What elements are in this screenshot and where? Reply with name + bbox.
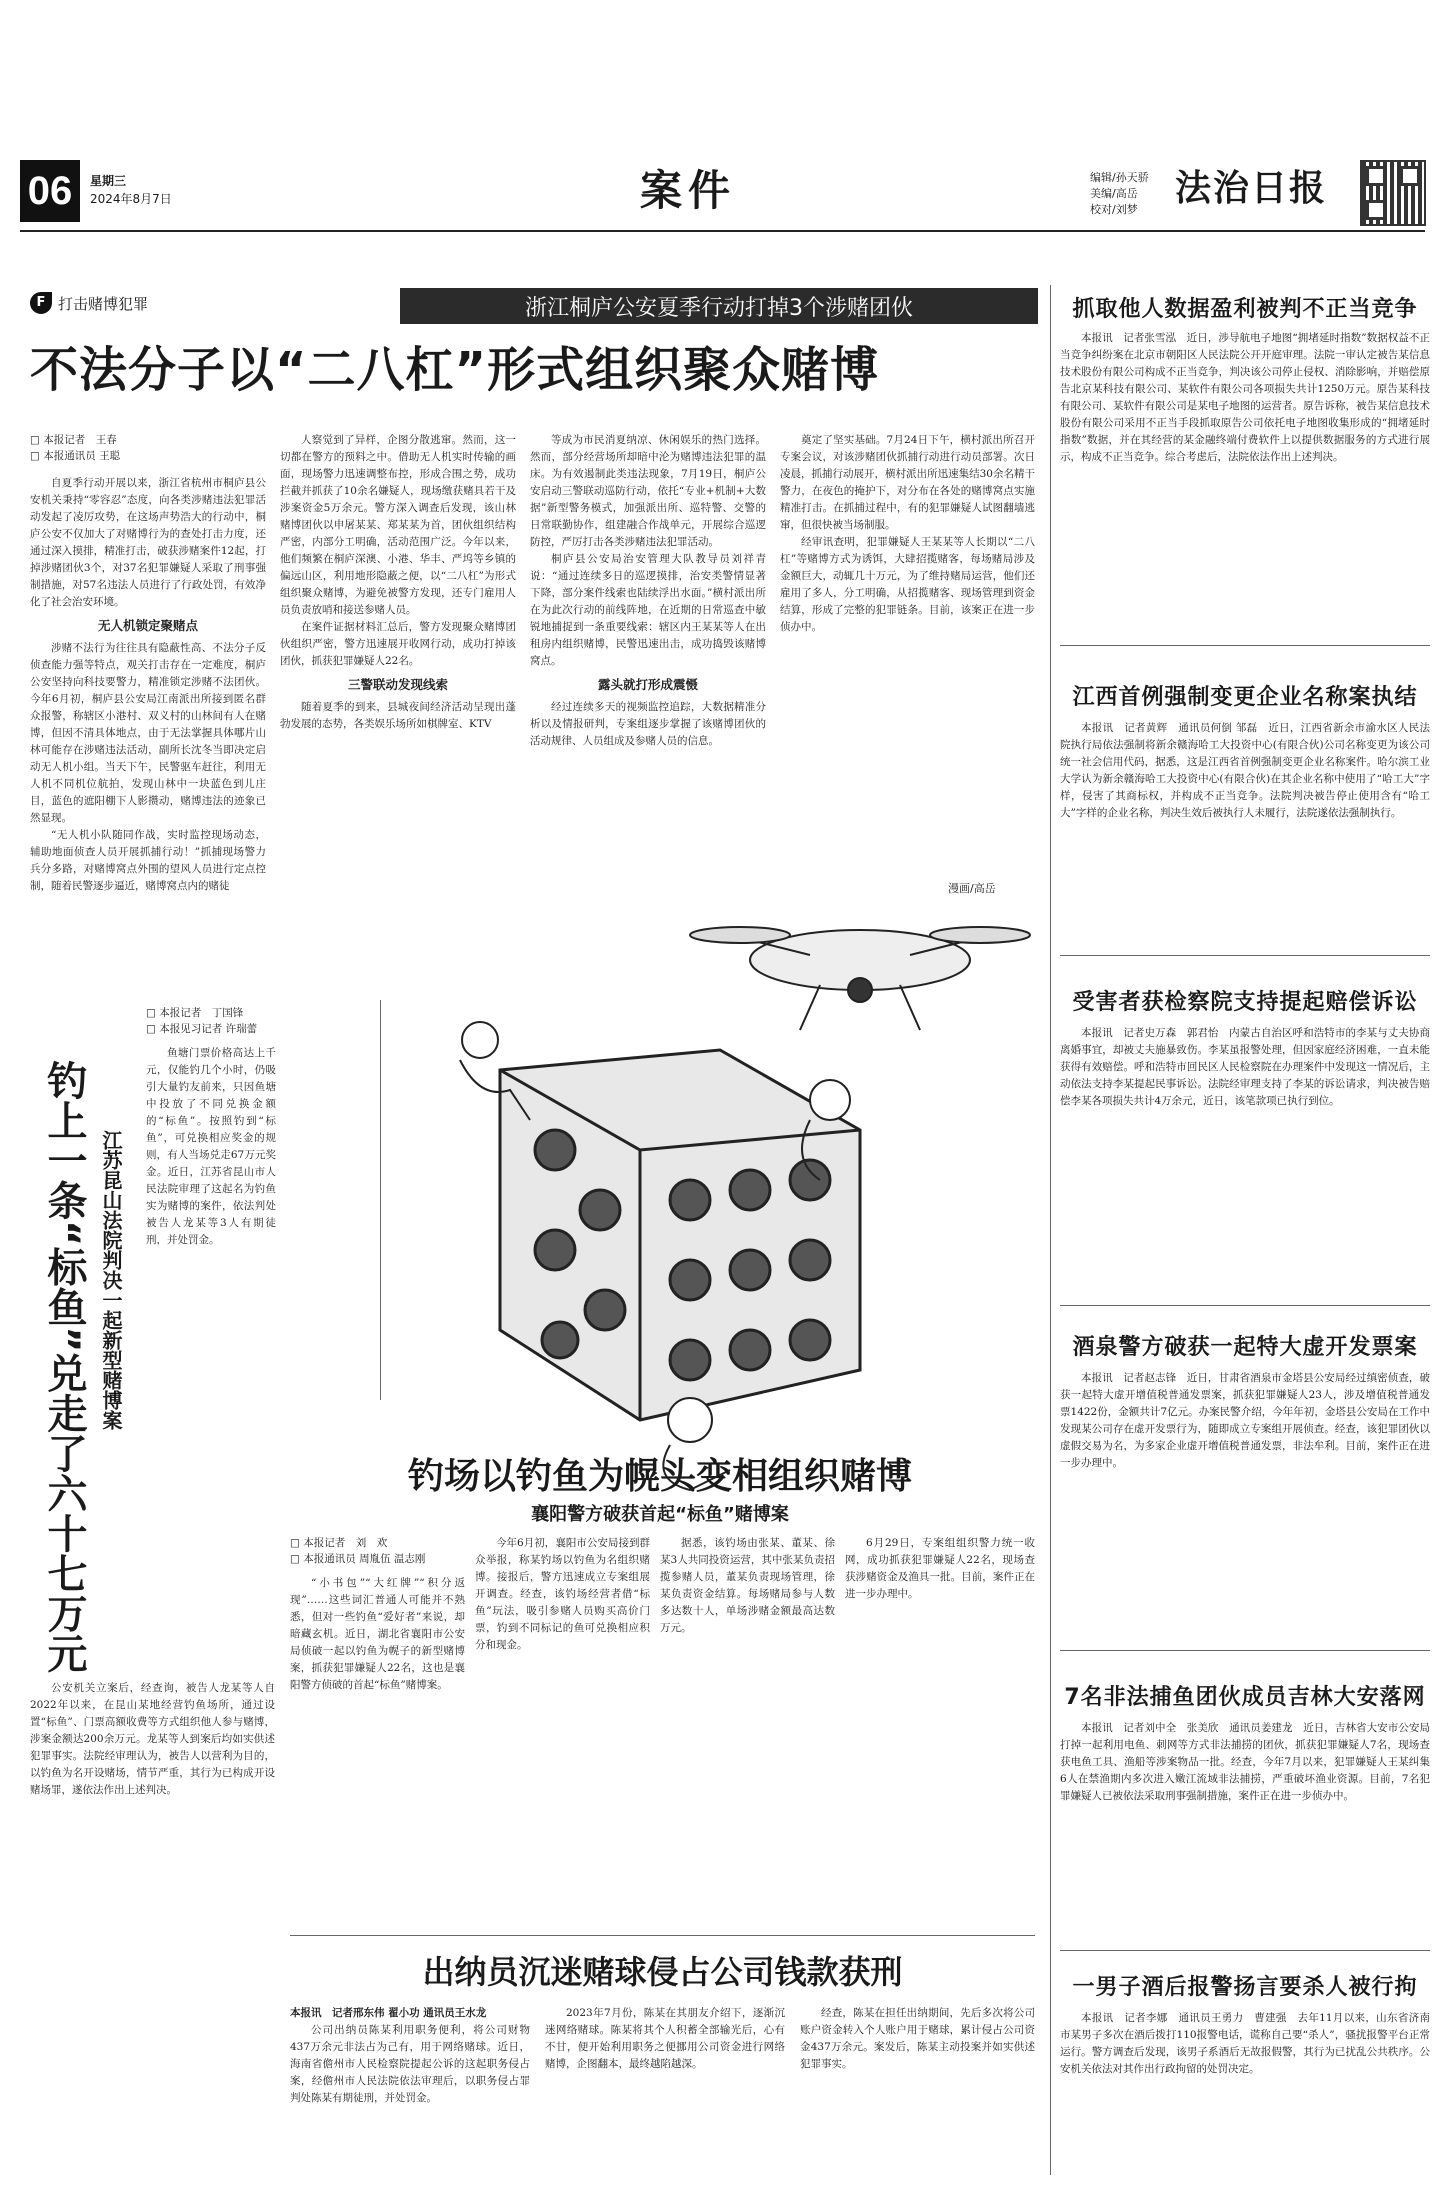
qr-code-icon: [1360, 160, 1426, 226]
right3-headline: 受害者获检察院支持提起赔偿诉讼: [1072, 990, 1418, 1015]
flag-icon: F: [30, 292, 52, 314]
paragraph: 公安机关立案后，经查询，被告人龙某等人自2022年以来，在昆山某地经营钓鱼场所，通过设置“标鱼”、门票高额收费等方式组织他人参与赌博，涉案金额达200余万元。龙某等人到案后均如实供述犯罪事实。法院经审理认为，被告人以营利为目的，以钓鱼为名开设赌场，情节严重，其行为已构成开设赌场罪，遂依法作出上述判决。: [30, 1682, 275, 1796]
column-tag-label: 打击赌博犯罪: [58, 294, 149, 313]
story3-col2: [475, 1535, 650, 1925]
paragraph: 等成为市民消夏纳凉、休闲娱乐的热门选择。然而，部分经营场所却暗中沦为赌博违法犯罪的温床。为有效遏制此类违法现象，7月19日，桐庐公安启动三警联动巡防行动，依托“专业+机制+大数据”新型警务模式，加强派出所、巡特警、交警的日常联勤协作，组建融合作战单元，开展综合巡逻防控，严厉打击各类涉赌违法犯罪活动。: [530, 434, 766, 548]
right6-headline: 一男子酒后报警扬言要杀人被行拘: [1072, 1975, 1418, 2000]
right4-body: [1060, 1370, 1430, 1640]
paragraph: 自夏季行动开展以来，浙江省杭州市桐庐县公安机关秉持“零容忍”态度，向各类涉赌违法犯罪活动发起了凌厉攻势，在这场声势浩大的行动中，桐庐公安不仅加大了对赌博行为的查处打击力度，还通过深入摸排，精准打击，破获涉赌案件12起，打掉涉赌团伙3个，对37名犯罪嫌疑人采取了刑事强制措施，对57名违法人员进行了行政处罚，有效净化了社会治安环境。: [30, 477, 266, 608]
story3-bylines: [290, 1535, 425, 1567]
paragraph: 今年6月初，襄阳市公安局接到群众举报，称某钓场以钓鱼为名组织赌博。接报后，警方迅速成立专案组展开调查。经查，该钓场经营者借“标鱼”玩法，吸引参赌人员购买高价门票，钓到不同标记的鱼可兑换相应积分和现金。: [475, 1537, 650, 1651]
story4-col2: [545, 2005, 785, 2175]
right5-body: [1060, 1720, 1430, 1940]
byline-correspondents: □ 本报通讯员 周胤伍 温志刚: [290, 1553, 426, 1565]
divider: [1060, 645, 1430, 646]
drone-icon: [690, 927, 1030, 1030]
story2-col-narrow: [146, 1045, 276, 1605]
story3-col3: [660, 1535, 835, 1925]
paragraph: 经审讯查明，犯罪嫌疑人王某某等人长期以“二八杠”等赌博方式为诱饵，大肆招揽赌客，每场赌局涉及金额巨大，动辄几十万元，为了维持赌局运营，他们还雇用了多人，分工明确，从招揽赌客、现场管理到资金结算，形成了完整的犯罪链条。目前，该案正在进一步侦办中。: [780, 536, 1035, 633]
right3-body: [1060, 1025, 1430, 1295]
paragraph: 本报讯 记者刘中全 张美欣 通讯员姜建龙 近日，吉林省大安市公安局打掉一起利用电鱼、刺网等方式非法捕捞的团伙，抓获犯罪嫌疑人7名，现场查获电鱼工具、渔船等涉案物品一批。经查，今年7月以来，犯罪嫌疑人王某纠集6人在禁渔期内多次进入嫩江流域非法捕捞，严重破坏渔业资源。目前，7名犯罪嫌疑人已被依法采取刑事强制措施，案件正在进一步侦办中。: [1060, 1722, 1430, 1802]
divider: [290, 1935, 1035, 1936]
right2-body: [1060, 720, 1430, 945]
byline-trainee: □ 本报见习记者 许瑞蕾: [146, 1023, 258, 1035]
paragraph: 本报讯 记者史万森 郭君怡 内蒙古自治区呼和浩特市的李某与丈夫协商离婚事宜，却被丈夫施暴致伤。李某虽报警处理，但因家庭经济困难，一直未能获得有效赔偿。呼和浩特市回民区人民检察院在办理案件中发现这一情况后，主动依法支持李某提起民事诉讼。法院经审理支持了李某的诉讼请求，判决被告赔偿李某各项损失共计4万余元，近日，该笔款项已执行到位。: [1060, 1027, 1430, 1107]
paragraph: 6月29日，专案组组织警力统一收网，成功抓获犯罪嫌疑人22名，现场查获涉赌资金及渔具一批。目前，案件正在进一步办理中。: [845, 1537, 1035, 1600]
right4-headline: 酒泉警方破获一起特大虚开发票案: [1072, 1335, 1418, 1360]
story1-col1: [30, 475, 266, 995]
story1-col4: [780, 432, 1035, 872]
story4-byline: 本报讯 记者邢东伟 翟小功 通讯员王水龙: [290, 2007, 487, 2019]
paragraph: 公司出纳员陈某利用职务便利，将公司财物437万余元非法占为己有，用于网络赌球。近日，海南省儋州市人民检察院提起公诉的这起职务侵占案，经儋州市人民法院依法审理后，以职务侵占罪判处陈某有期徒刑，并处罚金。: [290, 2024, 530, 2104]
paragraph: 桐庐县公安局治安管理大队教导员刘祥青说：“通过连续多日的巡逻摸排，治安类警情显著下降，部分案件线索也陆续浮出水面。”横村派出所在为此次行动的前线阵地，在近期的日常巡查中敏锐地捕捉到一条重要线索：辖区内王某某等人在出租房内组织赌博，民警迅速出击，成功捣毁该赌博窝点。: [530, 553, 766, 667]
subhead: 露头就打形成震慑: [597, 677, 698, 692]
issue-date: 2024年8月7日: [90, 192, 172, 206]
cartoon-credit: 漫画/高岳: [948, 882, 996, 895]
paragraph: 本报讯 记者张雪泓 近日，涉导航电子地图“拥堵延时指数”数据权益不正当竞争纠纷案在北京市朝阳区人民法院公开开庭审理。法院一审认定被告某信息技术股份有限公司构成不正当竞争，判决该公司停止侵权、消除影响，并赔偿原告北京某科技有限公司、某软件有限公司各项损失共计1250万元。原告某科技有限公司、某软件有限公司是某电子地图的运营者。原告诉称，被告某信息技术股份有限公司采用不正当手段抓取原告公司依托电子地图收集形成的“拥堵延时指数”数据，并在其经营的某金融终端付费软件上以提供数据服务的方式进行展示，构成不正当竞争。综合考虑后，法院依法作出上述判决。: [1060, 332, 1430, 463]
story2-bylines: [146, 1005, 257, 1037]
story3-col4: [845, 1535, 1035, 1925]
story3-headline: 钓场以钓鱼为幌头变相组织赌博: [407, 1456, 912, 1497]
story2-headline: 钓上一条“标鱼”兑走了六十七万元: [41, 1060, 87, 1673]
story2-subheadline: 江苏昆山法院判决一起新型赌博案: [99, 1130, 123, 1430]
subhead: 无人机锁定聚赌点: [97, 618, 198, 633]
story1-headline: 不法分子以“二八杠”形式组织聚众赌博: [30, 342, 880, 398]
proofreader: 校对/刘梦: [1090, 203, 1138, 216]
right5-headline: 7名非法捕鱼团伙成员吉林大安落网: [1064, 1685, 1426, 1710]
byline-correspondent: □ 本报通讯员 王聪: [30, 450, 121, 462]
right6-body: [1060, 2010, 1430, 2175]
byline-reporter: □ 本报记者 王春: [30, 434, 117, 446]
story2-col-wide: [30, 1680, 275, 2100]
story1-bylines: [30, 432, 120, 464]
page-number: 06: [20, 160, 80, 222]
story4-col3: [800, 2005, 1035, 2175]
byline-reporter: □ 本报记者 刘 欢: [290, 1537, 388, 1549]
section-title: 案件: [640, 166, 737, 215]
column-tag: [30, 292, 148, 314]
paragraph: 在案件证据材料汇总后，警方发现聚众赌博团伙组织严密，警方迅速展开收网行动，成功打掉该团伙，抓获犯罪嫌疑人22名。: [280, 621, 516, 667]
paragraph: 人察觉到了异样，企图分散逃窜。然而，这一切都在警方的预料之中。借助无人机实时传输的画面，现场警力迅速调整布控，形成合围之势，成功拦截并抓获了10余名嫌疑人，现场缴获赌具若干及涉案资金5万余元。警方深入调查后发现，该山林赌博团伙以申屠某某、郑某某为首，团伙组织结构严密，内部分工明确，活动范围广泛。今年以来，他们频繁在桐庐深澳、小港、华丰、严坞等乡镇的偏远山区，利用地形隐蔽之便，以“二八杠”为形式组织聚众赌博，为避免被警方发现，还专门雇用人员负责放哨和接送参赌人员。: [280, 434, 516, 616]
paragraph: 本报讯 记者黄辉 通讯员何倒 邹磊 近日，江西省新余市渝水区人民法院执行局依法强制将新余赣海哈工大投资中心(有限合伙)公司名称变更为该公司统一社会信用代码，据悉，这是江西省首例强制变更企业名称案件。哈尔滨工业大学认为新余赣海哈工大投资中心(有限合伙)在其企业名称中使用了“哈工大”字样，侵害了其商标权，并构成不正当竞争。法院判决被告停止使用含有“哈工大”字样的企业名称，判决生效后被执行人未履行，法院遂依法强制执行。: [1060, 722, 1430, 819]
header-rule: [20, 230, 1425, 232]
divider: [1060, 1650, 1430, 1651]
paragraph: 随着夏季的到来，县城夜间经济活动呈现出蓬勃发展的态势，各类娱乐场所如棋牌室、KTV: [280, 701, 516, 730]
story4-headline: 出纳员沉迷赌球侵占公司钱款获刑: [422, 1953, 903, 1991]
right1-body: [1060, 330, 1430, 635]
paragraph: 经查，陈某在担任出纳期间，先后多次将公司账户资金转入个人账户用于赌球，累计侵占公司资金437万余元。案发后，陈某主动投案并如实供述犯罪事实。: [800, 2007, 1035, 2070]
weekday: 星期三: [90, 174, 127, 188]
date-block: [90, 172, 172, 208]
story3-subheadline: 襄阳警方破获首起“标鱼”赌博案: [531, 1504, 789, 1525]
editor: 编辑/孙天骄: [1090, 171, 1149, 184]
divider: [380, 1000, 381, 1400]
cartoon-illustration: [390, 900, 1040, 1500]
dice-icon: [500, 1050, 860, 1420]
divider: [1060, 1305, 1430, 1306]
art-editor: 美编/高岳: [1090, 187, 1138, 200]
paragraph: 本报讯 记者赵志锋 近日，甘肃省酒泉市金塔县公安局经过缜密侦查，破获一起特大虚开增值税普通发票案，抓获犯罪嫌疑人23人，涉及增值税普通发票1422份，金额共计7亿元。办案民警介绍，今年年初，金塔县公安局在工作中发现某公司存在虚开发票行为，随即成立专案组开展侦查。经查，该犯罪团伙以虚假交易为名，为多家企业虚开增值税普通发票，非法牟利。目前，案件正在进一步办理中。: [1060, 1372, 1430, 1469]
paragraph: “小书包”“大红牌”“积分返现”……这些词汇普通人可能并不熟悉，但对一些钓鱼“爱好者”来说，却暗藏玄机。近日，湖北省襄阳市公安局侦破一起以钓鱼为幌子的新型赌博案，抓获犯罪嫌疑人22名，这也是襄阳警方侦破的首起“标鱼”赌博案。: [290, 1577, 465, 1691]
paragraph: 涉赌不法行为往往具有隐蔽性高、不法分子反侦查能力强等特点，观关打击存在一定难度，桐庐公安坚持向科技要警力，精准锁定涉赌不法团伙。今年6月初，桐庐县公安局江南派出所接到匿名群众报警，称辖区小港村、双义村的山林间有人在赌博，但因不清具体地点，由于无法掌握具体哪片山林可能存在涉赌违法活动，副所长沈冬当即决定启动无人机小组。当天下午，民警驱车赶往，利用无人机不同机位航拍，发现山林中一块蓝色到儿庄目，蓝色的遮阳棚下人影攒动，赌博违法的迹象已然显现。: [30, 642, 266, 824]
subhead: 三警联动发现线索: [347, 677, 448, 692]
paragraph: “无人机小队随同作战，实时监控现场动态，辅助地面侦查人员开展抓捕行动！”抓捕现场警力兵分多路，对赌博窝点外围的望风人员进行定点控制，随着民警逐步逼近，赌博窝点内的赌徒: [30, 829, 266, 892]
paragraph: 2023年7月份，陈某在其朋友介绍下，逐渐沉迷网络赌球。陈某将其个人积蓄全部输光后，心有不甘，便开始利用职务之便挪用公司资金进行网络赌博，企图翻本，最终越陷越深。: [545, 2007, 785, 2070]
right2-headline: 江西首例强制变更企业名称案执结: [1072, 685, 1418, 710]
masthead-logo: 法治日报: [1175, 167, 1328, 209]
paragraph: 鱼塘门票价格高达上千元，仅能钓几个小时，仍吸引大量钓友前来，只因鱼塘中投放了不同兑换金额的“标鱼”。按照钓到“标鱼”，可兑换相应奖金的规则，有人当场兑走67万元奖金。近日，江苏省昆山市人民法院审理了这起名为钓鱼实为赌博的案件，依法判处被告人龙某等3人有期徒刑，并处罚金。: [146, 1047, 276, 1246]
divider: [1050, 285, 1051, 2175]
right1-headline: 抓取他人数据盈利被判不正当竞争: [1072, 297, 1418, 322]
paragraph: 据悉，该钓场由张某、董某、徐某3人共同投资运营，其中张某负责招揽参赌人员，董某负责现场管理，徐某负责资金结算。每场赌局参与人数多达数十人，单场涉赌金额最高达数万元。: [660, 1537, 835, 1634]
paragraph: 经过连续多天的视频监控追踪，大数据精准分析以及情报研判，专案组逐步掌握了该赌博团伙的活动规律、人员组成及参赌人员的信息。: [530, 701, 766, 747]
story3-col1: [290, 1575, 465, 1925]
story1-kicker: [400, 288, 1038, 324]
kicker-text: 浙江桐庐公安夏季行动打掉3个涉赌团伙: [525, 295, 913, 321]
divider: [1060, 955, 1430, 956]
editor-credits: [1090, 170, 1149, 218]
divider: [1060, 1950, 1430, 1951]
paragraph: 奠定了坚实基础。7月24日下午，横村派出所召开专案会议，对该涉赌团伙抓捕行动进行动员部署。次日凌晨，抓捕行动展开，横村派出所迅速集结30余名精干警力，在夜色的掩护下，对分布在各处的赌博窝点实施精准打击。在抓捕过程中，有的犯罪嫌疑人试图翻墙逃窜，但很快被当场制服。: [780, 434, 1035, 531]
paragraph: 本报讯 记者李娜 通讯员王勇力 曹建强 去年11月以来，山东省济南市某男子多次在酒后拨打110报警电话，谎称自己要“杀人”，骚扰报警平台正常运行。警方调查后发现，该男子系酒后无故报假警，其行为已扰乱公共秩序。公安机关依法对其作出行政拘留的处罚决定。: [1060, 2012, 1430, 2075]
byline-reporter: □ 本报记者 丁国锋: [146, 1007, 244, 1019]
story4-col1: [290, 2005, 530, 2175]
